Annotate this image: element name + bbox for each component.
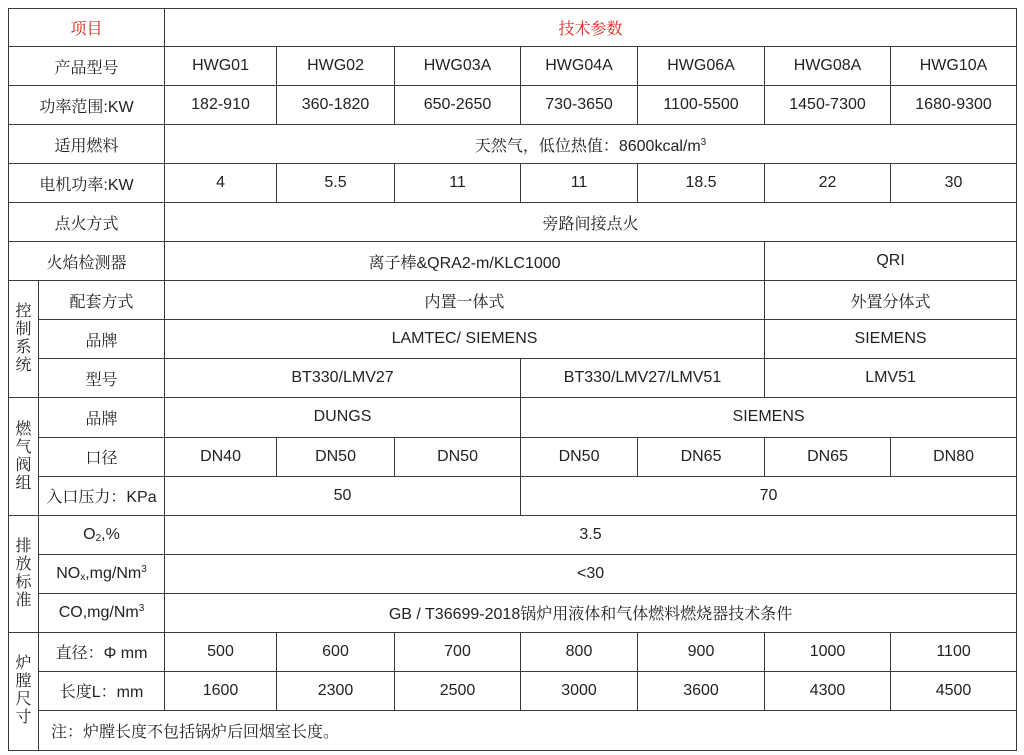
motor-power-row bbox=[9, 164, 1017, 203]
row-label: 口径 bbox=[39, 437, 165, 476]
fuel-value bbox=[165, 125, 1017, 164]
furnace-length-cell: 3000 bbox=[521, 671, 638, 710]
model-cell: HWG08A bbox=[765, 47, 891, 86]
valve-diameter-cell: DN50 bbox=[521, 437, 638, 476]
row-label: $O_2,\%$ bbox=[39, 515, 165, 554]
row-label: 功率范围:KW bbox=[9, 86, 165, 125]
flame-detector-row bbox=[9, 242, 1017, 281]
valve-pressure-a: 50 bbox=[165, 476, 521, 515]
fuel-sup: 3 bbox=[700, 136, 707, 148]
model-cell: HWG10A bbox=[891, 47, 1017, 86]
furnace-diameter-cell: 1100 bbox=[891, 632, 1017, 671]
furnace-diameter-row bbox=[9, 632, 1017, 671]
control-config-a: 内置一体式 bbox=[165, 281, 765, 320]
valve-diameter-row bbox=[9, 437, 1017, 476]
furnace-note-row bbox=[9, 710, 1017, 750]
valve-diameter-cell: DN65 bbox=[765, 437, 891, 476]
valve-diameter-cell: DN65 bbox=[638, 437, 765, 476]
model-cell: HWG06A bbox=[638, 47, 765, 86]
valve-pressure-b: 70 bbox=[521, 476, 1017, 515]
control-brand-b: SIEMENS bbox=[765, 320, 1017, 359]
power-range-cell: 650-2650 bbox=[395, 86, 521, 125]
valve-brand-row bbox=[9, 398, 1017, 437]
power-range-cell: 1450-7300 bbox=[765, 86, 891, 125]
row-label: 电机功率:KW bbox=[9, 164, 165, 203]
ignition-value: 旁路间接点火 bbox=[165, 203, 1017, 242]
row-label: CO,mg/Nm$^3$ bbox=[39, 593, 165, 632]
motor-power-cell: 30 bbox=[891, 164, 1017, 203]
furnace-length-cell: 2300 bbox=[277, 671, 395, 710]
furnace-diameter-cell: 500 bbox=[165, 632, 277, 671]
power-range-row bbox=[9, 86, 1017, 125]
valve-diameter-cell: DN40 bbox=[165, 437, 277, 476]
row-label: 型号 bbox=[39, 359, 165, 398]
valve-brand-a: DUNGS bbox=[165, 398, 521, 437]
furnace-length-cell: 2500 bbox=[395, 671, 521, 710]
row-label: 火焰检测器 bbox=[9, 242, 165, 281]
motor-power-cell: 18.5 bbox=[638, 164, 765, 203]
valve-diameter-cell: DN50 bbox=[395, 437, 521, 476]
emission-co-row bbox=[9, 593, 1017, 632]
valve-brand-b: SIEMENS bbox=[521, 398, 1017, 437]
valve-diameter-cell: DN50 bbox=[277, 437, 395, 476]
row-label: 直径：Φ mm bbox=[39, 632, 165, 671]
flame-detector-a: 离子棒&QRA2-m/KLC1000 bbox=[165, 242, 765, 281]
header-item: 项目 bbox=[9, 9, 165, 47]
control-model-c: LMV51 bbox=[765, 359, 1017, 398]
furnace-diameter-cell: 600 bbox=[277, 632, 395, 671]
valve-pressure-row bbox=[9, 476, 1017, 515]
power-range-cell: 182-910 bbox=[165, 86, 277, 125]
gas-valve-group-label: 燃气阀组 bbox=[9, 398, 39, 515]
emission-nox-row bbox=[9, 554, 1017, 593]
row-label: 适用燃料 bbox=[9, 125, 165, 164]
power-range-cell: 360-1820 bbox=[277, 86, 395, 125]
control-config-b: 外置分体式 bbox=[765, 281, 1017, 320]
furnace-length-cell: 3600 bbox=[638, 671, 765, 710]
emission-nox-value: <30 bbox=[165, 554, 1017, 593]
emission-o2-value: 3.5 bbox=[165, 515, 1017, 554]
furnace-diameter-cell: 900 bbox=[638, 632, 765, 671]
valve-diameter-cell: DN80 bbox=[891, 437, 1017, 476]
spec-table bbox=[8, 8, 1017, 751]
furnace-diameter-cell: 1000 bbox=[765, 632, 891, 671]
control-system-group-label: 控制系统 bbox=[9, 281, 39, 398]
power-range-cell: 1680-9300 bbox=[891, 86, 1017, 125]
motor-power-cell: 11 bbox=[395, 164, 521, 203]
control-brand-row bbox=[9, 320, 1017, 359]
fuel-text: 天然气，低位热值：8600kcal/m bbox=[474, 137, 701, 155]
motor-power-cell: 4 bbox=[165, 164, 277, 203]
row-label: 产品型号 bbox=[9, 47, 165, 86]
furnace-diameter-cell: 700 bbox=[395, 632, 521, 671]
ignition-row bbox=[9, 203, 1017, 242]
fuel-row bbox=[9, 125, 1017, 164]
power-range-cell: 730-3650 bbox=[521, 86, 638, 125]
control-model-b: BT330/LMV27/LMV51 bbox=[521, 359, 765, 398]
row-label: 配套方式 bbox=[39, 281, 165, 320]
motor-power-cell: 5.5 bbox=[277, 164, 395, 203]
power-range-cell: 1100-5500 bbox=[638, 86, 765, 125]
row-label: 点火方式 bbox=[9, 203, 165, 242]
furnace-length-cell: 4500 bbox=[891, 671, 1017, 710]
row-label: 入口压力：KPa bbox=[39, 476, 165, 515]
model-cell: HWG03A bbox=[395, 47, 521, 86]
models-row bbox=[9, 47, 1017, 86]
control-model-a: BT330/LMV27 bbox=[165, 359, 521, 398]
emission-co-value: GB / T36699-2018锅炉用液体和气体燃料燃烧器技术条件 bbox=[165, 593, 1017, 632]
model-cell: HWG02 bbox=[277, 47, 395, 86]
control-brand-a: LAMTEC/ SIEMENS bbox=[165, 320, 765, 359]
furnace-length-cell: 4300 bbox=[765, 671, 891, 710]
furnace-length-row bbox=[9, 671, 1017, 710]
emission-o2-row bbox=[9, 515, 1017, 554]
control-model-row bbox=[9, 359, 1017, 398]
motor-power-cell: 22 bbox=[765, 164, 891, 203]
furnace-diameter-cell: 800 bbox=[521, 632, 638, 671]
motor-power-cell: 11 bbox=[521, 164, 638, 203]
emission-group-label: 排放标准 bbox=[9, 515, 39, 632]
model-cell: HWG01 bbox=[165, 47, 277, 86]
row-label: 长度L：mm bbox=[39, 671, 165, 710]
row-label: 品牌 bbox=[39, 398, 165, 437]
header-row bbox=[9, 9, 1017, 47]
row-label: 品牌 bbox=[39, 320, 165, 359]
control-config-row bbox=[9, 281, 1017, 320]
flame-detector-b: QRI bbox=[765, 242, 1017, 281]
furnace-note: 注：炉膛长度不包括锅炉后回烟室长度。 bbox=[39, 710, 1017, 750]
header-params: 技术参数 bbox=[165, 9, 1017, 47]
row-label: $NO_x,mg/Nm^3$ bbox=[39, 554, 165, 593]
furnace-group-label: 炉膛尺寸 bbox=[9, 632, 39, 750]
furnace-length-cell: 1600 bbox=[165, 671, 277, 710]
model-cell: HWG04A bbox=[521, 47, 638, 86]
